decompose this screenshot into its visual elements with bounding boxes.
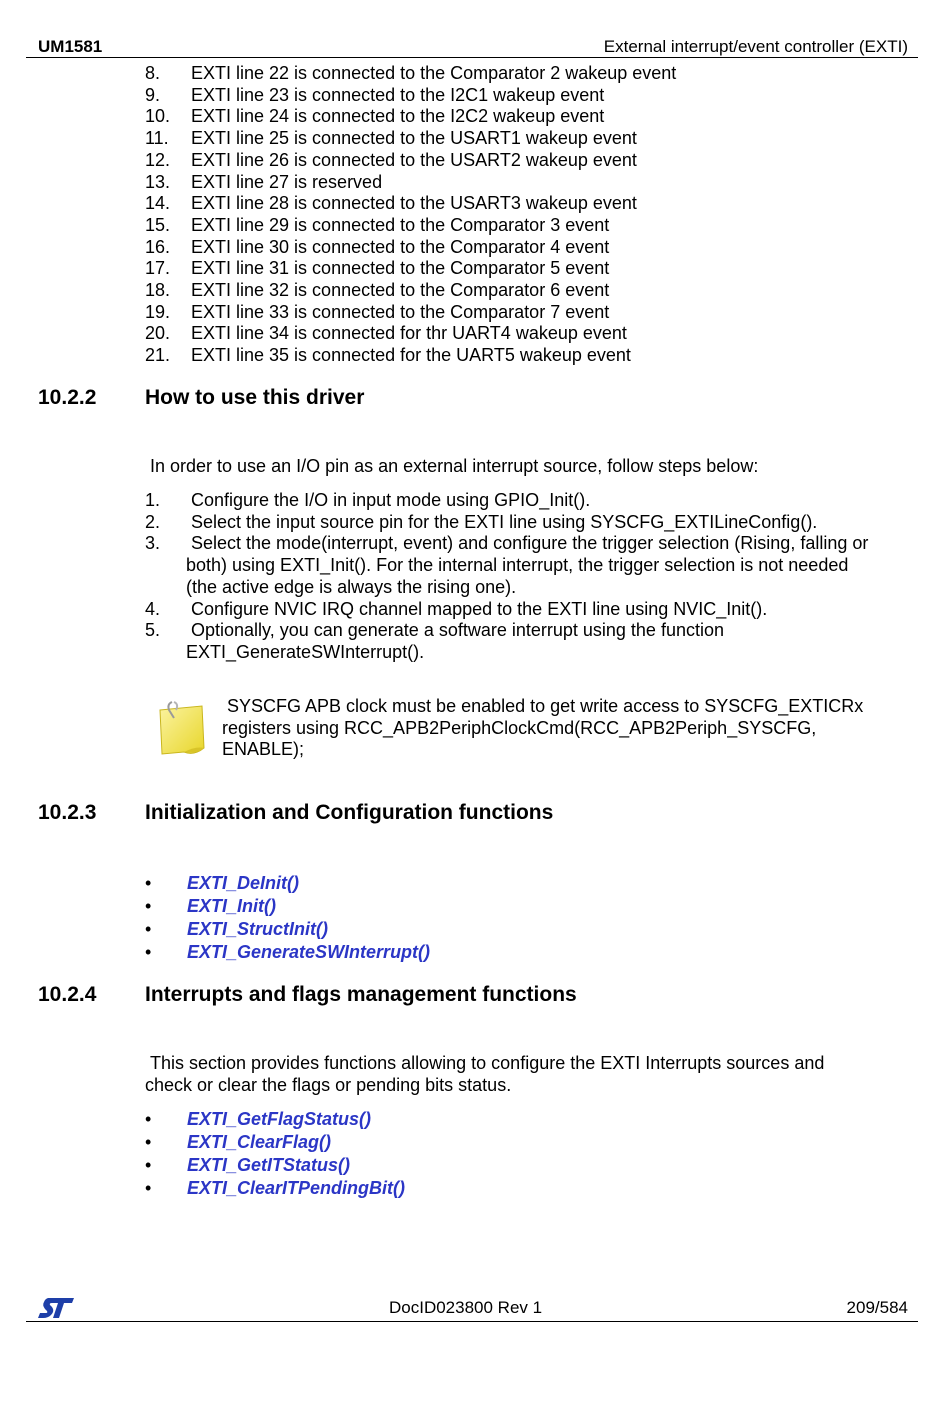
step-number: 2. [145, 511, 161, 532]
doc-code: UM1581 [38, 37, 103, 56]
bullet: • [145, 896, 152, 916]
section-number: 10.2.2 [38, 386, 97, 409]
function-link[interactable]: EXTI_Init() [187, 896, 276, 916]
list-number: 19. [145, 301, 171, 322]
list-number: 14. [145, 193, 171, 214]
list-number: 21. [145, 345, 171, 366]
list-item: EXTI line 34 is connected for thr UART4 wakeup event [191, 323, 627, 344]
step-text-continued: both) using EXTI_Init(). For the internal interrupt, the trigger selection is not needed [186, 555, 849, 576]
bullet: • [145, 1109, 152, 1129]
function-link[interactable]: EXTI_GetFlagStatus() [187, 1109, 372, 1129]
step-text: Optionally, you can generate a software interrupt using the function [191, 620, 724, 641]
list-number: 16. [145, 236, 171, 257]
section-title: External interrupt/event controller (EXTI) [603, 37, 908, 56]
note-icon [154, 700, 208, 758]
list-item: EXTI line 35 is connected for the UART5 wakeup event [191, 345, 631, 366]
section-number: 10.2.3 [38, 801, 97, 824]
function-link[interactable]: EXTI_StructInit() [187, 919, 329, 939]
list-number: 17. [145, 258, 171, 279]
page-number: 209/584 [846, 1298, 908, 1317]
header-rule [26, 57, 918, 58]
function-link[interactable]: EXTI_ClearFlag() [187, 1132, 332, 1152]
note-text-line: SYSCFG APB clock must be enabled to get write access to SYSCFG_EXTICRx [227, 696, 864, 716]
list-item: EXTI line 29 is connected to the Comparator 3 event [191, 214, 610, 235]
bullet: • [145, 1155, 152, 1175]
list-item: EXTI line 23 is connected to the I2C1 wakeup event [191, 84, 605, 105]
step-number: 4. [145, 598, 161, 619]
function-link[interactable]: EXTI_GenerateSWInterrupt() [187, 942, 431, 962]
list-number: 15. [145, 214, 171, 235]
doc-id: DocID023800 Rev 1 [389, 1298, 543, 1317]
step-text-continued: EXTI_GenerateSWInterrupt(). [186, 641, 425, 662]
step-text: Configure NVIC IRQ channel mapped to the EXTI line using NVIC_Init(). [191, 598, 768, 619]
list-item: EXTI line 32 is connected to the Comparator 6 event [191, 280, 610, 300]
step-number: 3. [145, 533, 161, 554]
list-number: 9. [145, 84, 161, 105]
section-intro: This section provides functions allowing to configure the EXTI Interrupts sources and [150, 1053, 825, 1073]
list-item: EXTI line 27 is reserved [191, 171, 383, 192]
list-number: 10. [145, 106, 171, 127]
note-text-line: ENABLE); [222, 739, 305, 760]
list-number: 13. [145, 171, 171, 192]
section-heading: Interrupts and flags management functions [145, 983, 577, 1006]
section-intro: In order to use an I/O pin as an external interrupt source, follow steps below: [150, 456, 759, 476]
step-text-continued: (the active edge is always the rising one). [186, 576, 517, 597]
list-item: EXTI line 28 is connected to the USART3 wakeup event [191, 193, 637, 214]
section-heading: Initialization and Configuration functions [145, 801, 554, 824]
list-item: EXTI line 25 is connected to the USART1 wakeup event [191, 128, 637, 149]
section-number: 10.2.4 [38, 983, 97, 1006]
section-heading: How to use this driver [145, 386, 365, 409]
list-item: EXTI line 30 is connected to the Comparator 4 event [191, 236, 610, 257]
list-number: 18. [145, 280, 171, 300]
function-link[interactable]: EXTI_ClearITPendingBit() [187, 1178, 406, 1198]
list-number: 12. [145, 149, 171, 170]
footer-rule [26, 1321, 918, 1322]
step-text: Configure the I/O in input mode using GPIO_Init(). [191, 490, 591, 510]
function-link[interactable]: EXTI_DeInit() [187, 873, 300, 893]
list-number: 20. [145, 323, 171, 344]
function-link[interactable]: EXTI_GetITStatus() [187, 1155, 351, 1175]
list-item: EXTI line 26 is connected to the USART2 wakeup event [191, 149, 637, 170]
bullet: • [145, 873, 152, 893]
step-number: 5. [145, 620, 161, 641]
step-text: Select the mode(interrupt, event) and configure the trigger selection (Rising, falling or [191, 533, 869, 554]
section-intro: check or clear the flags or pending bits status. [145, 1074, 512, 1095]
list-item: EXTI line 33 is connected to the Comparator 7 event [191, 301, 610, 322]
list-number: 11. [145, 128, 169, 149]
st-logo-icon [38, 1296, 76, 1320]
bullet: • [145, 942, 152, 962]
bullet: • [145, 1132, 152, 1152]
step-text: Select the input source pin for the EXTI line using SYSCFG_EXTILineConfig(). [191, 511, 818, 532]
list-number: 8. [145, 63, 161, 83]
note-text-line: registers using RCC_APB2PeriphClockCmd(RCC_APB2Periph_SYSCFG, [222, 717, 817, 738]
bullet: • [145, 919, 152, 939]
list-item: EXTI line 24 is connected to the I2C2 wakeup event [191, 106, 605, 127]
list-item: EXTI line 22 is connected to the Comparator 2 wakeup event [191, 63, 677, 83]
bullet: • [145, 1178, 152, 1198]
list-item: EXTI line 31 is connected to the Comparator 5 event [191, 258, 610, 279]
step-number: 1. [145, 490, 161, 510]
